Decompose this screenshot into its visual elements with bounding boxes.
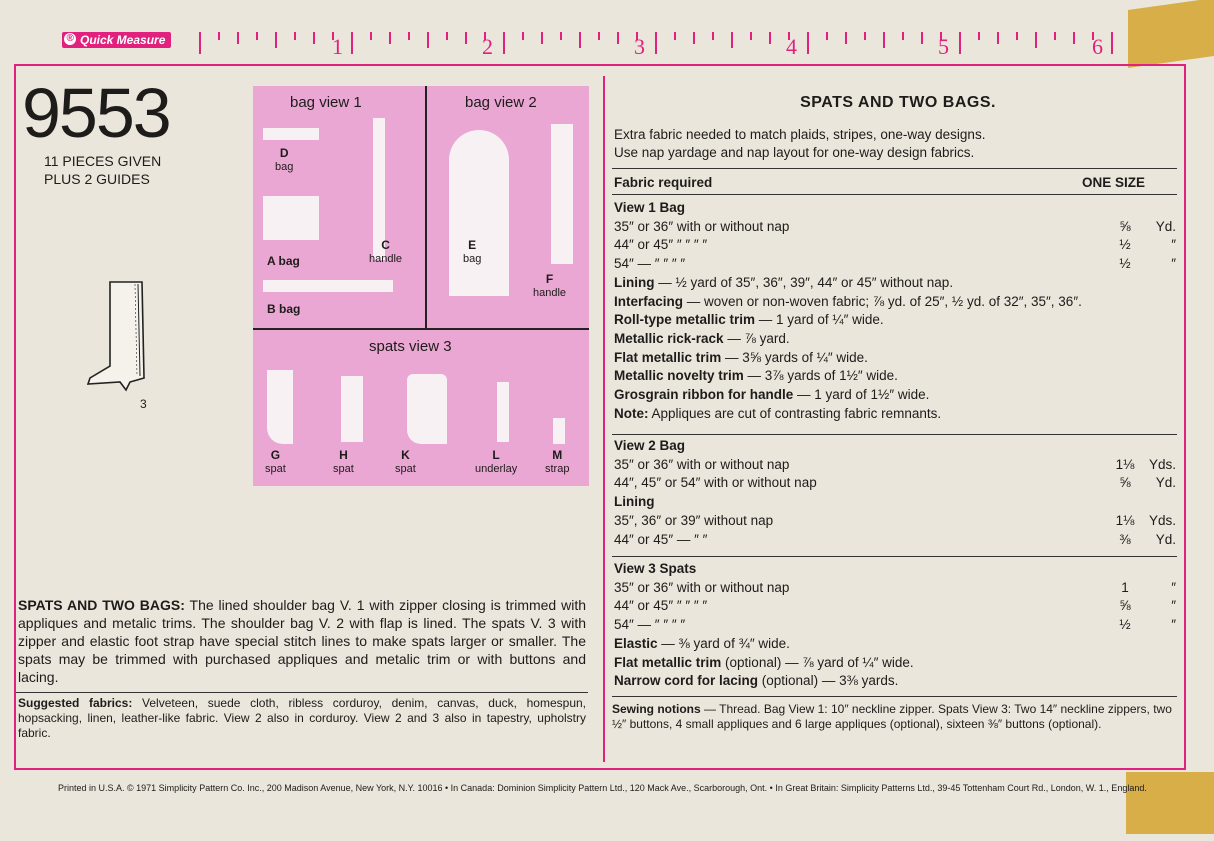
row-unit: ″	[1171, 237, 1176, 253]
ruler-ticks	[62, 24, 1122, 64]
piece-b	[263, 280, 393, 292]
suggested-text: Velveteen, suede cloth, ribless corduroy, denim, canvas, duck, homespun, hopsacking, linen, leather-like fabric. View 2 also in corduroy. View 2 and 3 also in tapestry, upholstry fabric.	[18, 696, 586, 740]
note-term: Metallic rick-rack	[614, 330, 724, 346]
notions-text: — Thread. Bag View 1: 10″ neckline zipper. Spats View 3: Two 14″ neckline zippers, two ½″ buttons, 4 small appliques and 6 large appliques (optional), sixteen ⅜″ buttons (optional).	[612, 702, 1172, 731]
notions-heading: Sewing notions	[612, 702, 701, 716]
view-2-yardage-row	[614, 474, 1176, 492]
piece-l	[497, 382, 509, 442]
fabric-required-label: Fabric required	[614, 175, 713, 190]
description-divider	[16, 692, 588, 693]
chart-title: SPATS AND TWO BAGS.	[800, 94, 996, 111]
ruler-number: 4	[786, 34, 797, 59]
note-term: Grosgrain ribbon for handle	[614, 387, 794, 402]
extra-line-2: Use nap yardage and nap layout for one-way design fabrics.	[614, 145, 975, 160]
piece-h	[341, 376, 363, 442]
note-text: — 3⅝ yards of ¼″ wide.	[721, 349, 868, 365]
row-label: 44″ or 45″ — ″ ″	[614, 531, 708, 547]
quick-measure-label: Quick Measure	[80, 33, 166, 47]
piece-e-label: E bag	[463, 238, 482, 265]
view-1-note	[614, 293, 1176, 311]
frame-left-line	[14, 64, 16, 770]
piece-g	[267, 370, 293, 444]
note-text: — 1 yard of ¼″ wide.	[755, 312, 884, 328]
extra-line-1: Extra fabric needed to match plaids, stripes, one-way designs.	[614, 127, 986, 142]
note-text: Appliques are cut of contrasting fabric remnants.	[648, 405, 942, 421]
view-1-note	[614, 274, 1176, 292]
view-1-yardage-row	[614, 255, 1176, 273]
view-3-note	[614, 635, 1176, 653]
note-term: Lining	[614, 274, 655, 290]
row-quantity: 1	[1121, 579, 1129, 595]
piece-f-label: F handle	[533, 272, 567, 299]
note-text: (optional) — ⅞ yard of ¼″ wide.	[721, 654, 914, 670]
pieces-line-1: 11 PIECES GIVEN	[44, 153, 162, 169]
note-term: Metallic novelty trim	[614, 368, 744, 384]
note-term: Interfacing	[614, 293, 684, 309]
chart-divider	[612, 168, 1177, 169]
ruler-number: 3	[634, 34, 645, 59]
row-quantity: 1⅛	[1115, 512, 1135, 528]
piece-b-label: B bag	[267, 302, 301, 316]
row-unit: Yd.	[1155, 475, 1176, 491]
pattern-description	[18, 596, 586, 686]
view-1-note	[614, 405, 1176, 423]
view-3-note	[614, 654, 1176, 672]
view-1-note	[614, 330, 1176, 348]
row-quantity: ½	[1119, 237, 1131, 253]
piece-g-label: G spat	[265, 448, 286, 475]
suggested-fabrics	[18, 696, 586, 741]
view-1-yardage-row	[614, 236, 1176, 254]
row-label: 54″ — ″ ″ ″ ″	[614, 256, 686, 272]
view-1-note	[614, 311, 1176, 329]
ruler-number: 5	[938, 34, 949, 59]
piece-e	[449, 130, 509, 296]
spats-view-3-title: spats view 3	[369, 338, 452, 355]
row-quantity: ⅝	[1119, 598, 1131, 614]
suggested-heading: Suggested fabrics:	[18, 696, 133, 710]
note-term: Roll-type metallic trim	[614, 312, 756, 328]
row-label: 44″ or 45″ ″ ″ ″ ″	[614, 237, 708, 253]
ruler-number: 2	[482, 34, 493, 59]
note-text: (optional) — 3⅜ yards.	[758, 673, 899, 689]
view-1-note	[614, 367, 1176, 385]
row-quantity: 1⅛	[1115, 456, 1135, 472]
frame-bottom-line	[14, 768, 1186, 770]
note-text: — ⅜ yard of ¾″ wide.	[657, 635, 790, 651]
note-text: — ½ yard of 35″, 36″, 39″, 44″ or 45″ without nap.	[654, 274, 954, 290]
piece-l-label: L underlay	[475, 448, 518, 475]
piece-k	[407, 374, 447, 444]
view-number-label: 3	[140, 397, 147, 411]
piece-a	[263, 196, 319, 240]
note-text: — ⅞ yard.	[723, 330, 790, 346]
frame-right-line	[1184, 64, 1186, 770]
row-label: 54″ — ″ ″ ″ ″	[614, 617, 686, 633]
row-unit: ″	[1171, 256, 1176, 272]
description-text: The lined shoulder bag V. 1 with zipper closing is trimmed with appliques and metalic trims. The shoulder bag V. 2 with flap is lined. The spats V. 3 with zipper and elastic foot strap have special stitch lines to make spats larger or smaller. The spats may be trimmed with purchased appliques and metalic trim or with buttons and lacing.	[18, 597, 587, 685]
view-3-yardage-row	[614, 616, 1176, 634]
row-label: 44″ or 45″ ″ ″ ″ ″	[614, 598, 708, 614]
tape-top-right	[1128, 0, 1214, 68]
piece-a-label: A bag	[267, 254, 300, 268]
row-quantity: ⅜	[1119, 531, 1131, 547]
row-label: 35″ or 36″ with or without nap	[614, 579, 790, 595]
piece-f	[551, 124, 573, 264]
piece-m-label: M strap	[545, 448, 570, 475]
note-text: — 1 yard of 1½″ wide.	[793, 387, 930, 402]
view-2-lining-heading: Lining	[614, 494, 655, 510]
row-quantity: ⅝	[1119, 218, 1131, 234]
view-2-lining-row	[614, 512, 1176, 530]
view-3-note	[614, 672, 1176, 690]
quick-measure-badge	[62, 32, 171, 48]
pieces-line-2: PLUS 2 GUIDES	[44, 171, 150, 187]
piece-d-label: D bag	[275, 146, 294, 173]
chart-divider	[612, 434, 1177, 435]
ruler-number: 6	[1092, 34, 1103, 59]
row-quantity: ½	[1119, 256, 1131, 272]
diagram-divider-horizontal	[253, 328, 589, 330]
column-divider	[603, 76, 605, 762]
row-quantity: ½	[1119, 617, 1131, 633]
row-unit: ″	[1171, 579, 1176, 595]
one-size-label: ONE SIZE	[1082, 175, 1146, 190]
note-term: Flat metallic trim	[614, 349, 722, 365]
note-term: Flat metallic trim	[614, 654, 722, 670]
chart-divider	[612, 194, 1177, 195]
chart-divider	[612, 556, 1177, 557]
frame-top-line	[14, 64, 1186, 66]
row-unit: Yds.	[1148, 512, 1176, 528]
pattern-pieces-diagram	[253, 86, 589, 486]
extra-fabric-note	[614, 126, 985, 162]
pieces-count	[44, 152, 161, 188]
view-3-yardage-row	[614, 597, 1176, 615]
description-heading: SPATS AND TWO BAGS:	[18, 597, 185, 613]
row-label: 35″ or 36″ with or without nap	[614, 218, 790, 234]
chart-divider	[612, 696, 1177, 697]
piece-c-label: C handle	[369, 238, 403, 265]
quick-measure-ruler	[62, 24, 1122, 64]
row-label: 35″, 36″ or 39″ without nap	[614, 512, 774, 528]
sewing-notions	[612, 702, 1177, 732]
bag-view-1-title: bag view 1	[290, 94, 362, 111]
registered-mark: ®	[64, 33, 76, 45]
row-unit: ″	[1171, 598, 1176, 614]
tape-bottom-right	[1126, 772, 1214, 834]
view-3-yardage-row	[614, 579, 1176, 597]
piece-m	[553, 418, 565, 444]
row-unit: ″	[1171, 617, 1176, 633]
row-label: 44″, 45″ or 54″ with or without nap	[614, 475, 817, 491]
note-text: — woven or non-woven fabric; ⅞ yd. of 25″, ½ yd. of 32″, 35″, 36″.	[683, 293, 1082, 309]
printed-footer: Printed in U.S.A. © 1971 Simplicity Pattern Co. Inc., 200 Madison Avenue, New York, N.Y. 10016 • In Canada: Dominion Simplicity Pattern Ltd., 120 Mack Ave., Scarborough, Ont. • In Great Britain: Simplicity Patterns Ltd., 39-45 Tottenham Court Rd., London, W. 1., England.	[58, 783, 1147, 793]
note-term: Note:	[614, 405, 649, 421]
bag-view-2-title: bag view 2	[465, 94, 537, 111]
view-1-heading: View 1 Bag	[614, 200, 686, 215]
view-2-lining-row	[614, 531, 1176, 549]
ruler-number: 1	[332, 34, 343, 59]
row-label: 35″ or 36″ with or without nap	[614, 456, 790, 472]
row-unit: Yds.	[1148, 456, 1176, 472]
note-term: Elastic	[614, 635, 658, 651]
pattern-number: 9553	[22, 74, 170, 152]
piece-k-label: K spat	[395, 448, 416, 475]
view-1-note	[614, 349, 1176, 367]
fabric-required-header	[614, 174, 1176, 192]
row-quantity: ⅝	[1119, 475, 1131, 491]
view-1-note	[614, 386, 1176, 404]
diagram-divider-vertical	[425, 86, 427, 330]
row-unit: Yd.	[1155, 531, 1176, 547]
spat-boot-icon	[80, 278, 160, 393]
view-1-yardage-row	[614, 218, 1176, 236]
note-text: — 3⅞ yards of 1½″ wide.	[743, 368, 898, 384]
view-2-yardage-row	[614, 456, 1176, 474]
piece-d	[263, 128, 319, 140]
row-unit: Yd.	[1155, 218, 1176, 234]
piece-h-label: H spat	[333, 448, 354, 475]
note-term: Narrow cord for lacing	[614, 673, 759, 689]
view-2-heading: View 2 Bag	[614, 438, 686, 453]
view-3-heading: View 3 Spats	[614, 561, 697, 576]
